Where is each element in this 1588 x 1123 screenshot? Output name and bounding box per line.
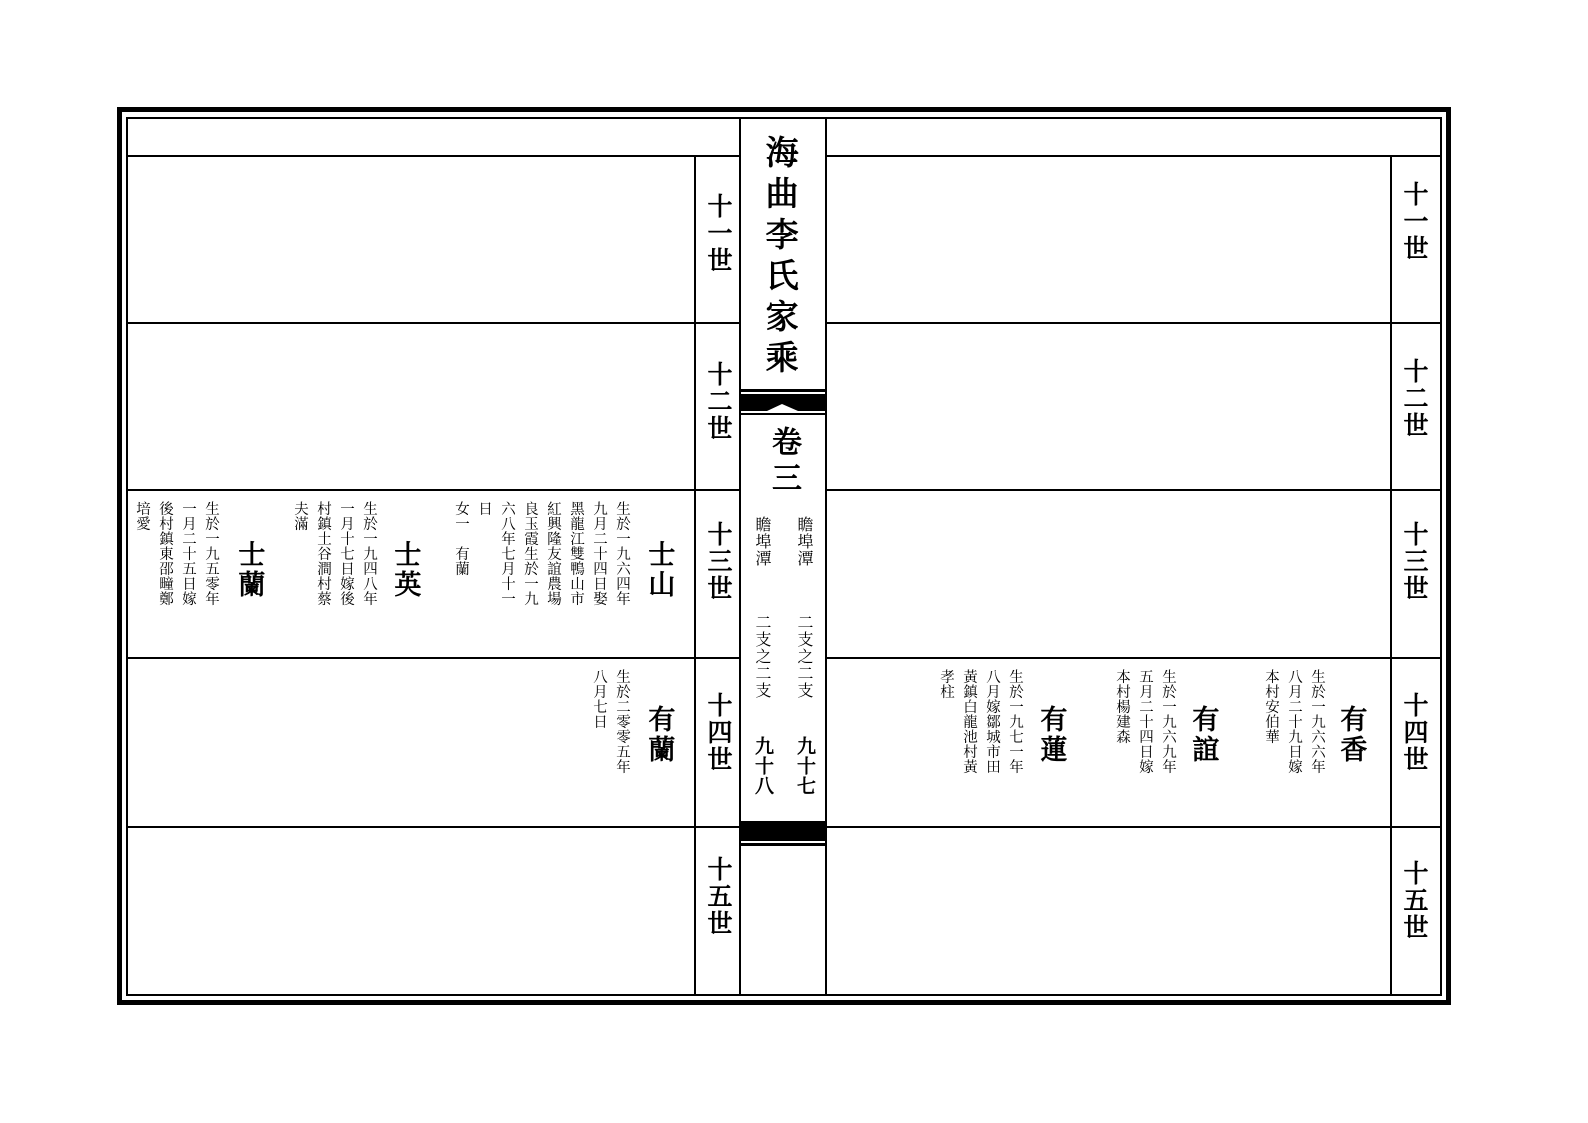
person-note-line: 孝柱 (938, 669, 954, 699)
person-note-line: 黃鎮白龍池村黃 (961, 669, 977, 774)
spine-place: 瞻埠潭 (753, 516, 772, 567)
left-row-line (128, 489, 739, 491)
person-note-line: 夫滿 (292, 501, 308, 531)
person-name: 有蓮 (1035, 705, 1067, 765)
generation-label: 十五世 (1400, 860, 1429, 941)
person-note-line: 生於一九四八年 (361, 501, 377, 606)
person-name: 有香 (1335, 705, 1367, 765)
generation-label: 十三世 (704, 521, 733, 602)
person-note-line: 女一 有蘭 (453, 501, 469, 576)
person-note-line: 生於一九七一年 (1007, 669, 1023, 774)
left-row-line (128, 657, 739, 659)
person-note-line: 生於一九五零年 (203, 501, 219, 606)
person-note-line: 一月十七日嫁後 (338, 501, 354, 606)
person-note-line: 一月二十五日嫁 (180, 501, 196, 606)
left-row-line (128, 826, 739, 828)
generation-label: 十一世 (1400, 181, 1429, 262)
person-name: 士英 (389, 540, 421, 600)
spine-branch: 二支之二支 (795, 614, 814, 699)
person-name: 士山 (643, 540, 675, 600)
generation-label: 十四世 (1400, 692, 1429, 773)
generation-label: 十二世 (1400, 358, 1429, 439)
person-note-line: 八月二十九日嫁 (1286, 669, 1302, 774)
person-name: 有蘭 (643, 705, 675, 765)
generation-label: 十五世 (704, 856, 733, 937)
generation-label: 十二世 (704, 361, 733, 442)
spine-right-border (825, 117, 827, 996)
person-note-line: 生於一九六六年 (1309, 669, 1325, 774)
person-note-line: 培愛 (134, 501, 150, 531)
spine-branch: 二支之二支 (753, 614, 772, 699)
person-note-line: 生於一九六四年 (614, 501, 630, 606)
person-note-line: 本村安伯華 (1263, 669, 1279, 744)
right-row-line (826, 657, 1440, 659)
person-name: 有誼 (1187, 705, 1219, 765)
book-title: 海曲李氏家乘 (760, 135, 800, 381)
person-note-line: 六八年七月十一 (499, 501, 515, 606)
person-note-line: 八月嫁鄒城市田 (984, 669, 1000, 774)
person-note-line: 黑龍江雙鴨山市 (568, 501, 584, 606)
person-note-line: 生於二零零五年 (614, 669, 630, 774)
left-header-line (128, 155, 739, 157)
right-header-line (826, 155, 1440, 157)
person-name: 士蘭 (233, 540, 265, 600)
spine-place: 瞻埠潭 (795, 516, 814, 567)
volume-label: 卷三 (766, 426, 801, 498)
generation-label: 十一世 (704, 193, 733, 274)
page-number: 九十八 (752, 736, 774, 796)
left-row-line (128, 322, 739, 324)
generation-label: 十三世 (1400, 521, 1429, 602)
person-note-line: 八月七日 (591, 669, 607, 729)
generation-label: 十四世 (704, 692, 733, 773)
right-row-line (826, 489, 1440, 491)
person-note-line: 日 (476, 501, 492, 516)
person-note-line: 本村楊建森 (1114, 669, 1130, 744)
person-note-line: 村鎮土谷澗村蔡 (315, 501, 331, 606)
person-note-line: 五月二十四日嫁 (1137, 669, 1153, 774)
left-gen-column-border (694, 155, 696, 996)
person-note-line: 良玉霞生於一九 (522, 501, 538, 606)
right-row-line (826, 826, 1440, 828)
person-note-line: 後村鎮東邵疃鄭 (157, 501, 173, 606)
right-row-line (826, 322, 1440, 324)
person-note-line: 生於一九六九年 (1160, 669, 1176, 774)
person-note-line: 九月二十四日娶 (591, 501, 607, 606)
page-number: 九十七 (794, 736, 816, 796)
right-gen-column-border (1390, 155, 1392, 996)
person-note-line: 紅興隆友誼農場 (545, 501, 561, 606)
